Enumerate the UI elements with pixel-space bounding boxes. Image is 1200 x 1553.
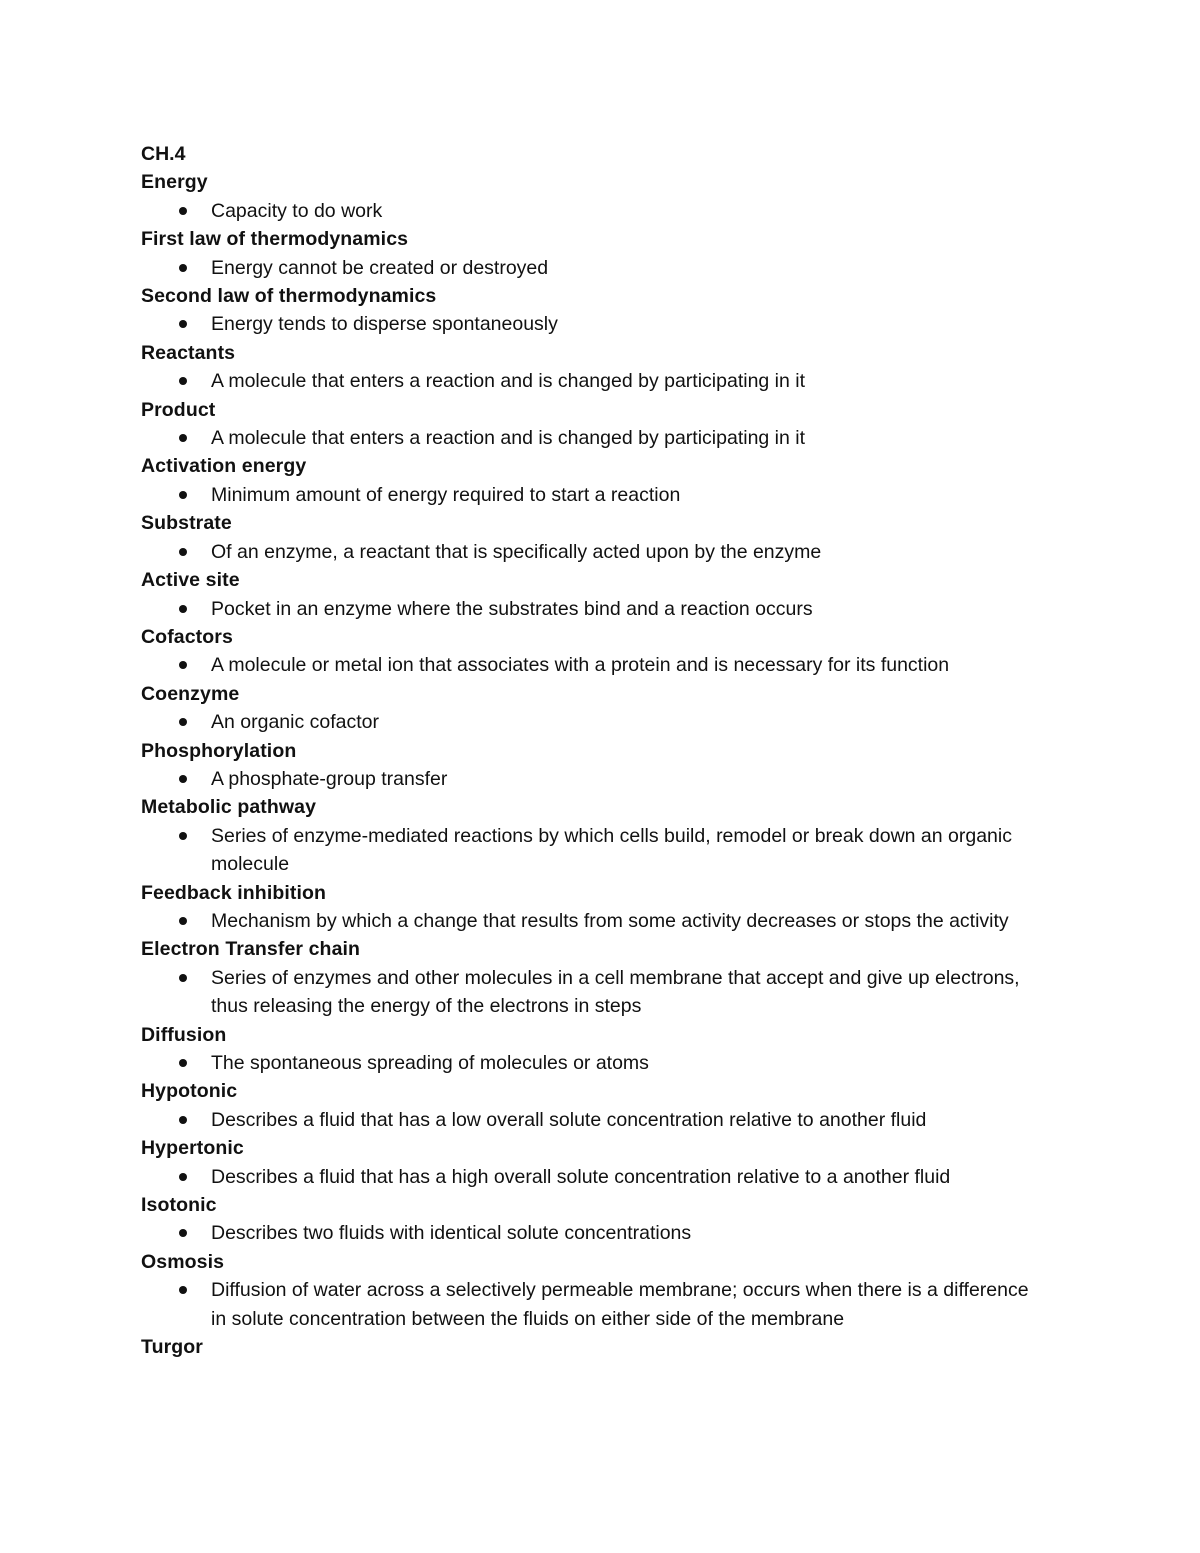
- definition-item: [141, 964, 1041, 1021]
- definition-item: [141, 1106, 1041, 1134]
- definition-list: [141, 1219, 1041, 1247]
- definition-item: [141, 197, 1041, 225]
- term-heading: Feedback inhibition: [141, 881, 326, 904]
- term-heading: Cofactors: [141, 625, 233, 648]
- term-heading: First law of thermodynamics: [141, 228, 409, 251]
- glossary-entry: [141, 879, 1041, 936]
- definition-list: [141, 1163, 1041, 1191]
- term-heading: Phosphorylation: [141, 739, 297, 762]
- term-heading: Product: [141, 398, 216, 421]
- definition-list: [141, 595, 1041, 623]
- glossary-entry: [141, 1191, 1041, 1248]
- definition-item: [141, 765, 1041, 793]
- definition-list: [141, 907, 1041, 935]
- definition-text: Mechanism by which a change that results from some activity decreases or stops the activity: [211, 909, 1009, 932]
- definition-item: [141, 424, 1041, 452]
- bullet-icon: [179, 1173, 187, 1181]
- definition-text: A molecule or metal ion that associates with a protein and is necessary for its function: [211, 654, 950, 677]
- definition-text: Pocket in an enzyme where the substrates bind and a reaction occurs: [211, 597, 813, 620]
- definition-item: [141, 1219, 1041, 1247]
- definition-text: Describes two fluids with identical solute concentrations: [211, 1222, 692, 1245]
- glossary-entry: [141, 225, 1041, 282]
- definition-list: [141, 1106, 1041, 1134]
- definition-item: [141, 310, 1041, 338]
- glossary-entry: [141, 566, 1041, 623]
- definition-text: The spontaneous spreading of molecules or atoms: [211, 1052, 649, 1074]
- definition-text: An organic cofactor: [211, 711, 380, 734]
- definition-list: [141, 367, 1041, 395]
- glossary-entry: [141, 1248, 1041, 1333]
- definition-text: Minimum amount of energy required to start a reaction: [211, 483, 681, 506]
- term-heading: Hypertonic: [141, 1137, 244, 1160]
- definition-list: [141, 651, 1041, 679]
- term-heading: Substrate: [141, 512, 232, 535]
- definition-text: A molecule that enters a reaction and is changed by participating in it: [211, 370, 806, 393]
- bullet-icon: [179, 1116, 187, 1124]
- definition-text: Diffusion of water across a selectively permeable membrane; occurs when there is a difference in solute concentration between the fluids on either side of the membrane: [211, 1279, 1029, 1330]
- definition-list: [141, 254, 1041, 282]
- bullet-icon: [179, 207, 187, 215]
- glossary-entry: [141, 623, 1041, 680]
- glossary-entry: [141, 935, 1041, 1020]
- bullet-icon: [179, 775, 187, 783]
- bullet-icon: [179, 264, 187, 272]
- term-heading: Turgor: [141, 1336, 203, 1359]
- glossary-entry: [141, 793, 1041, 878]
- term-heading: Electron Transfer chain: [141, 938, 361, 961]
- definition-item: [141, 538, 1041, 566]
- definition-item: [141, 1163, 1041, 1191]
- glossary-entry: [141, 452, 1041, 509]
- bullet-icon: [179, 320, 187, 328]
- term-heading: Diffusion: [141, 1023, 227, 1046]
- term-heading: Isotonic: [141, 1194, 217, 1217]
- glossary-entry: [141, 339, 1041, 396]
- glossary-entry: [141, 737, 1041, 794]
- bullet-icon: [179, 1229, 187, 1237]
- chapter-heading: CH.4: [141, 143, 186, 165]
- definition-text: A molecule that enters a reaction and is changed by participating in it: [211, 427, 806, 450]
- term-heading: Metabolic pathway: [141, 796, 317, 819]
- glossary-entry: [141, 1134, 1041, 1191]
- definition-list: [141, 481, 1041, 509]
- definition-text: Energy cannot be created or destroyed: [211, 256, 549, 279]
- bullet-icon: [179, 491, 187, 499]
- term-heading: Second law of thermodynamics: [141, 285, 437, 308]
- definition-list: [141, 538, 1041, 566]
- term-heading: Coenzyme: [141, 682, 240, 705]
- term-heading: Hypotonic: [141, 1080, 238, 1103]
- term-heading: Active site: [141, 569, 240, 592]
- definition-list: [141, 1276, 1041, 1333]
- definition-text: Series of enzymes and other molecules in a cell membrane that accept and give up electrons, thus releasing the energy of the electrons in steps: [211, 966, 1020, 1018]
- glossary-list: [141, 168, 1041, 1361]
- glossary-entry: [141, 680, 1041, 737]
- definition-text: Of an enzyme, a reactant that is specifically acted upon by the enzyme: [211, 540, 822, 563]
- definition-text: Capacity to do work: [211, 199, 383, 222]
- definition-list: [141, 708, 1041, 736]
- bullet-icon: [179, 1059, 187, 1067]
- bullet-icon: [179, 548, 187, 556]
- bullet-icon: [179, 434, 187, 442]
- glossary-entry: [141, 509, 1041, 566]
- definition-item: [141, 1276, 1041, 1333]
- glossary-entry: [141, 168, 1041, 225]
- document-page: [141, 140, 1041, 1361]
- bullet-icon: [179, 377, 187, 385]
- definition-list: [141, 765, 1041, 793]
- definition-item: [141, 254, 1041, 282]
- glossary-entry: [141, 1077, 1041, 1134]
- bullet-icon: [179, 917, 187, 925]
- definition-list: [141, 310, 1041, 338]
- bullet-icon: [179, 605, 187, 613]
- definition-list: [141, 964, 1041, 1021]
- glossary-entry: [141, 1333, 1041, 1361]
- term-heading: Reactants: [141, 341, 236, 364]
- definition-text: Describes a fluid that has a low overall solute concentration relative to another fluid: [211, 1108, 927, 1131]
- definition-item: [141, 651, 1041, 679]
- glossary-entry: [141, 282, 1041, 339]
- definition-item: [141, 367, 1041, 395]
- bullet-icon: [179, 661, 187, 669]
- definition-item: [141, 481, 1041, 509]
- definition-text: Energy tends to disperse spontaneously: [211, 313, 558, 336]
- definition-list: [141, 822, 1041, 879]
- bullet-icon: [179, 1286, 187, 1294]
- definition-item: [141, 1049, 1041, 1077]
- definition-text: A phosphate-group transfer: [211, 767, 448, 790]
- definition-item: [141, 595, 1041, 623]
- bullet-icon: [179, 832, 187, 840]
- glossary-entry: [141, 396, 1041, 453]
- definition-item: [141, 708, 1041, 736]
- definition-item: [141, 907, 1041, 935]
- definition-list: [141, 424, 1041, 452]
- bullet-icon: [179, 974, 187, 982]
- term-heading: Osmosis: [141, 1250, 225, 1273]
- definition-list: [141, 197, 1041, 225]
- term-heading: Activation energy: [141, 455, 307, 478]
- definition-text: Describes a fluid that has a high overall solute concentration relative to a another fluid: [211, 1165, 951, 1188]
- term-heading: Energy: [141, 171, 208, 194]
- bullet-icon: [179, 718, 187, 726]
- definition-item: [141, 822, 1041, 879]
- definition-list: [141, 1049, 1041, 1077]
- definition-text: Series of enzyme-mediated reactions by which cells build, remodel or break down an organic molecule: [211, 824, 1012, 876]
- glossary-entry: [141, 1021, 1041, 1078]
